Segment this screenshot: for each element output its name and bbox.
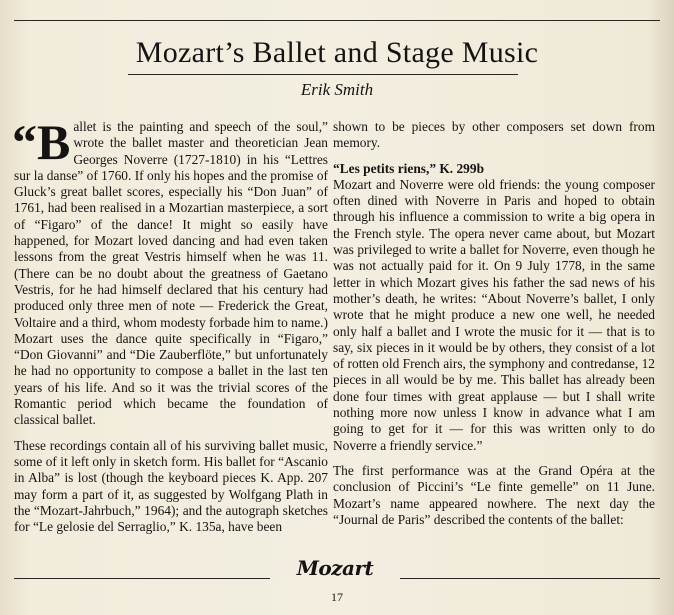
- performance-paragraph: The first performance was at the Grand Opéra at the conclusion of Piccini’s “Le finte gemelle” on 11 June. Mozart’s name appeared nowhere. The next day the “Journal de Paris” described the contents of the ballet:: [333, 462, 655, 527]
- section-block: [333, 161, 655, 454]
- intro-paragraph: [12, 114, 328, 429]
- top-rule: [14, 20, 660, 21]
- drop-cap: “B: [12, 114, 71, 170]
- page-title: Mozart’s Ballet and Stage Music: [135, 36, 539, 69]
- right-column: [333, 119, 655, 528]
- author-name: Erik Smith: [300, 80, 374, 99]
- title-underline: [128, 74, 518, 75]
- continuation-paragraph: shown to be pieces by other composers set down from memory.: [333, 119, 655, 151]
- section-paragraph: Mozart and Noverre were old friends: the young composer often dined with Noverre in Paris and hoped to obtain through his influence a commission to write a big opera in the French style. The opera never came about, but Mozart was privileged to write a ballet for Noverre, even though he was not actually paid for it. On 9 July 1778, in the same letter in which Mozart gives his father the sad news of his mother’s death, he writes: “About Noverre’s ballet, I only wrote that he might produce a new one well, he needed only half a ballet and I wrote the music for it — that is to say, six pieces in it would be by others, they consist of a lot of rotten old French airs, the symphony and contredanse, 12 pieces in all would be by me. This ballet has already been done four times with great applause — but I shall write nothing more now unless I know in advance what I am going to get for it — for this was written only to do Noverre a friendly service.”: [333, 176, 655, 453]
- page-number: 17: [331, 590, 343, 604]
- section-heading: “Les petits riens,” K. 299b: [333, 160, 485, 176]
- intro-text: allet is the painting and speech of the soul,” wrote the ballet master and theoretician Jean Georges Noverre (1727-1810) in his “Lettres sur la danse” of 1760. If only his hopes and the promise of Gluck’s great ballet scores, especially his “Don Juan” of 1761, had been realised in a Mozartian masterpiece, a sort of “Figaro” of the dance! It might so easily have happened, for Mozart loved dancing and had even taken lessons from the great Vestris himself when he was 11. (There can be no doubt about the greatness of Gaetano Vestris, for he had himself declared that his century had produced only three men of note — Frederick the Great, Voltaire and a third, whom modesty forbade him to name.) Mozart uses the dance quite specifically in “Figaro,” “Don Giovanni” and “Die Zauberflöte,” but unfortunately he had no opportunity to compose a ballet in the last ten years of his life. And so it was the trivial scores of the Romantic period which became the foundation of classical ballet.: [14, 119, 328, 428]
- left-column: [12, 114, 328, 535]
- recordings-paragraph: These recordings contain all of his surviving ballet music, some of it left only in sketch form. His ballet for “Ascanio in Alba” is lost (though the keyboard pieces K. App. 207 may form a part of it, as suggested by Wolfgang Plath in the “Mozart-Jahrbuch,” 1964); and the autograph sketches for “Le gelosie del Serraglio,” K. 135a, have been: [14, 437, 328, 535]
- mozart-signature: Mozart: [270, 557, 400, 579]
